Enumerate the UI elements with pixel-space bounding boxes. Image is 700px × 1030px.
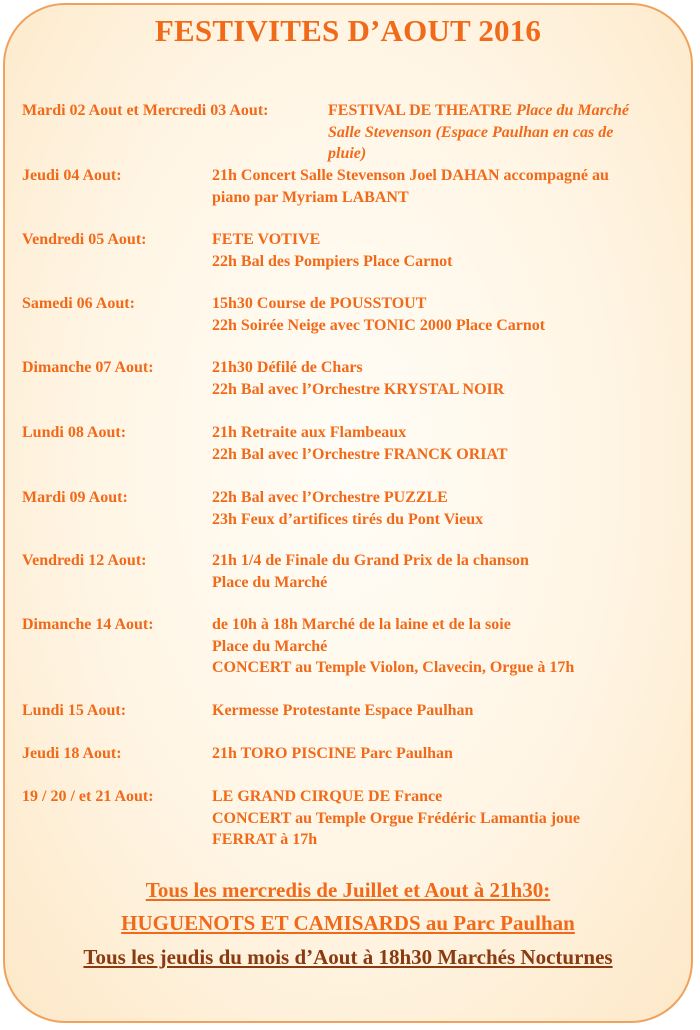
event-line: Kermesse Protestante Espace Paulhan [212,702,474,719]
event-line: 21h Concert Salle Stevenson Joel DAHAN accompagné au [212,167,609,184]
event-line-italic: pluie) [328,145,367,162]
event-line: 23h Feux d’artifices tirés du Pont Vieux [212,510,484,528]
event-date: Vendredi 05 Aout: [22,231,147,248]
event-line: CONCERT au Temple Orgue Frédéric Lamantia joue [212,809,581,827]
event-description [212,487,679,530]
event-date: Lundi 15 Aout: [22,702,127,719]
festival-poster [3,3,693,1023]
event-line: 22h Bal avec l’Orchestre FRANCK ORIAT [212,445,508,463]
footer-line-huguenots: HUGUENOTS ET CAMISARDS au Parc Paulhan [121,911,575,935]
event-line: 21h Retraite aux Flambeaux [212,424,407,441]
event-date: Lundi 08 Aout: [22,424,127,441]
event-line: de 10h à 18h Marché de la laine et de la soie [212,616,511,633]
event-date: Vendredi 12 Aout: [22,552,147,569]
event-date: Mardi 09 Aout: [22,489,128,506]
event-line: 22h Bal des Pompiers Place Carnot [212,252,453,270]
event-line: 22h Bal avec l’Orchestre KRYSTAL NOIR [212,380,505,398]
event-description [212,700,679,722]
event-description [212,229,679,272]
event-description [212,293,679,336]
event-date: Mardi 02 Aout et Mercredi 03 Aout: [22,102,269,119]
event-line: CONCERT au Temple Violon, Clavecin, Orgue à 17h [212,659,575,676]
event-line: FERRAT à 17h [212,831,318,848]
event-line: piano par Myriam LABANT [212,188,409,206]
footer-line-thursdays: Tous les jeudis du mois d’Aout à 18h30 Marchés Nocturnes [83,945,613,969]
event-date: Jeudi 04 Aout: [22,167,122,184]
event-line [328,100,679,122]
event-line: 15h30 Course de POUSSTOUT [212,295,427,312]
event-line: 21h30 Défilé de Chars [212,359,363,376]
event-line: 22h Bal avec l’Orchestre PUZZLE [212,489,448,506]
event-line: Place du Marché [212,637,328,655]
event-date: Dimanche 14 Aout: [22,616,154,633]
event-description [212,743,679,765]
event-line: Place du Marché [212,573,328,591]
event-description [212,357,679,400]
event-description [212,165,679,208]
event-line: 21h 1/4 de Finale du Grand Prix de la chanson [212,552,529,569]
event-date: Jeudi 18 Aout: [22,745,122,762]
event-line-text: FESTIVAL DE THEATRE [328,102,517,119]
event-description [212,422,679,465]
event-line-italic: Salle Stevenson (Espace Paulhan en cas de [328,123,614,141]
event-line: FETE VOTIVE [212,231,321,248]
event-description [212,614,679,679]
event-description [212,550,679,593]
event-description [328,100,679,165]
event-date: Dimanche 07 Aout: [22,359,154,376]
event-description [212,786,679,851]
footer-line-wednesdays: Tous les mercredis de Juillet et Aout à 21h30: [145,878,551,902]
event-line-italic: Place du Marché [516,102,629,119]
event-line: 22h Soirée Neige avec TONIC 2000 Place Carnot [212,316,546,334]
event-date: Samedi 06 Aout: [22,295,135,312]
event-line: LE GRAND CIRQUE DE France [212,788,443,805]
event-date: 19 / 20 / et 21 Aout: [22,788,154,805]
event-line: 21h TORO PISCINE Parc Paulhan [212,745,453,762]
poster-title: FESTIVITES D’AOUT 2016 [154,13,542,48]
